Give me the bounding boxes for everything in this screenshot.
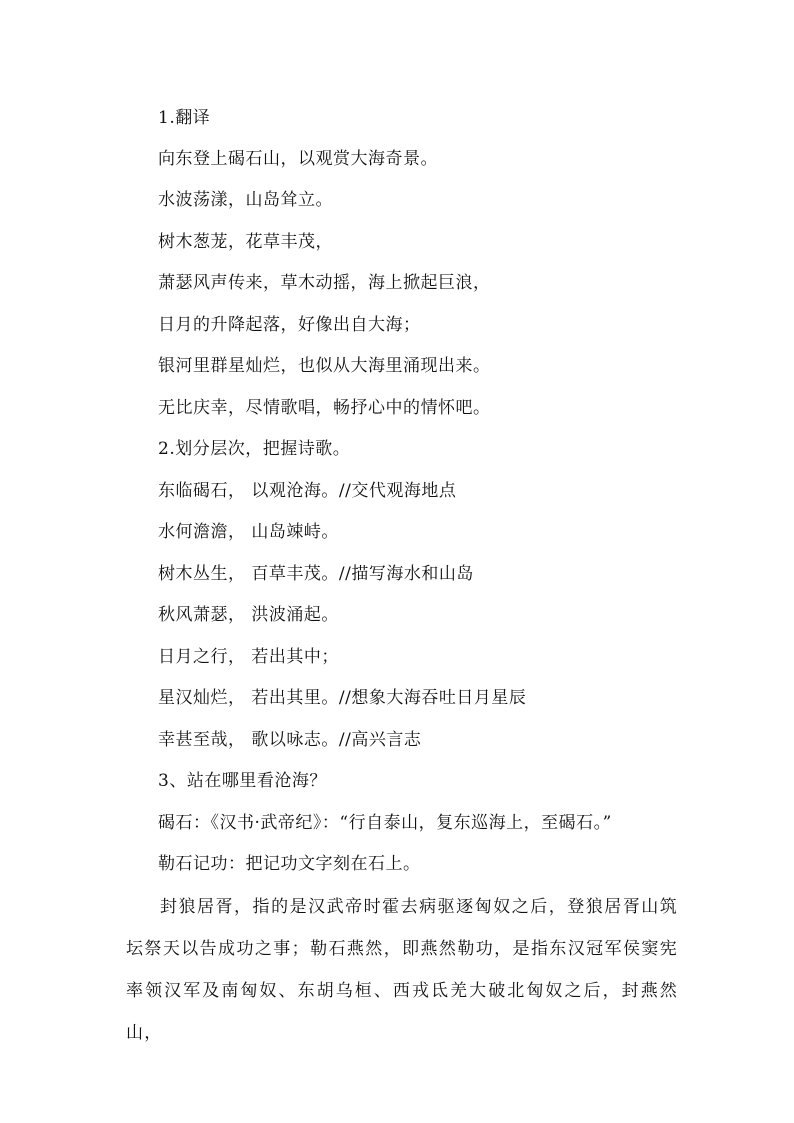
poem-line: 东临碣石， 以观沧海。//交代观海地点 bbox=[158, 481, 457, 501]
poem-line: 秋风萧瑟， 洪波涌起。 bbox=[158, 605, 339, 625]
poem-line: 树木丛生， 百草丰茂。//描写海水和山岛 bbox=[158, 564, 474, 584]
heading-translation: 1.翻译 bbox=[158, 108, 211, 128]
poem-line: 水何澹澹， 山岛竦峙。 bbox=[158, 522, 339, 542]
translation-line: 萧瑟风声传来，草木动摇，海上掀起巨浪， bbox=[158, 273, 491, 293]
translation-line: 树木葱茏，花草丰茂， bbox=[158, 232, 333, 252]
poem-line: 幸甚至哉， 歌以咏志。//高兴言志 bbox=[158, 730, 422, 750]
heading-structure: 2.划分层次，把握诗歌。 bbox=[158, 439, 351, 459]
note-line: 勒石记功：把记功文字刻在石上。 bbox=[158, 854, 421, 874]
poem-line: 星汉灿烂， 若出其里。//想象大海吞吐日月星辰 bbox=[158, 688, 527, 708]
body-paragraph: 封狼居胥，指的是汉武帝时霍去病驱逐匈奴之后，登狼居胥山筑坛祭天以告成功之事；勒石燕然，即燕然勒功，是指东汉冠军侯窦宪率领汉军及南匈奴、东胡乌桓、西戎氐羌大破北匈奴之后，封燕然山， bbox=[126, 897, 678, 1043]
heading-question: 3、站在哪里看沧海？ bbox=[158, 771, 327, 791]
note-line: 碣石：《汉书·武帝纪》：“行自泰山，复东巡海上，至碣石。” bbox=[158, 813, 612, 833]
translation-line: 向东登上碣石山，以观赏大海奇景。 bbox=[158, 149, 438, 169]
poem-line: 日月之行， 若出其中； bbox=[158, 647, 339, 667]
translation-line: 水波荡漾，山岛耸立。 bbox=[158, 190, 333, 210]
translation-line: 无比庆幸，尽情歌唱，畅抒心中的情怀吧。 bbox=[158, 398, 491, 418]
translation-line: 日月的升降起落，好像出自大海； bbox=[158, 315, 421, 335]
translation-line: 银河里群星灿烂，也似从大海里涌现出来。 bbox=[158, 356, 491, 376]
